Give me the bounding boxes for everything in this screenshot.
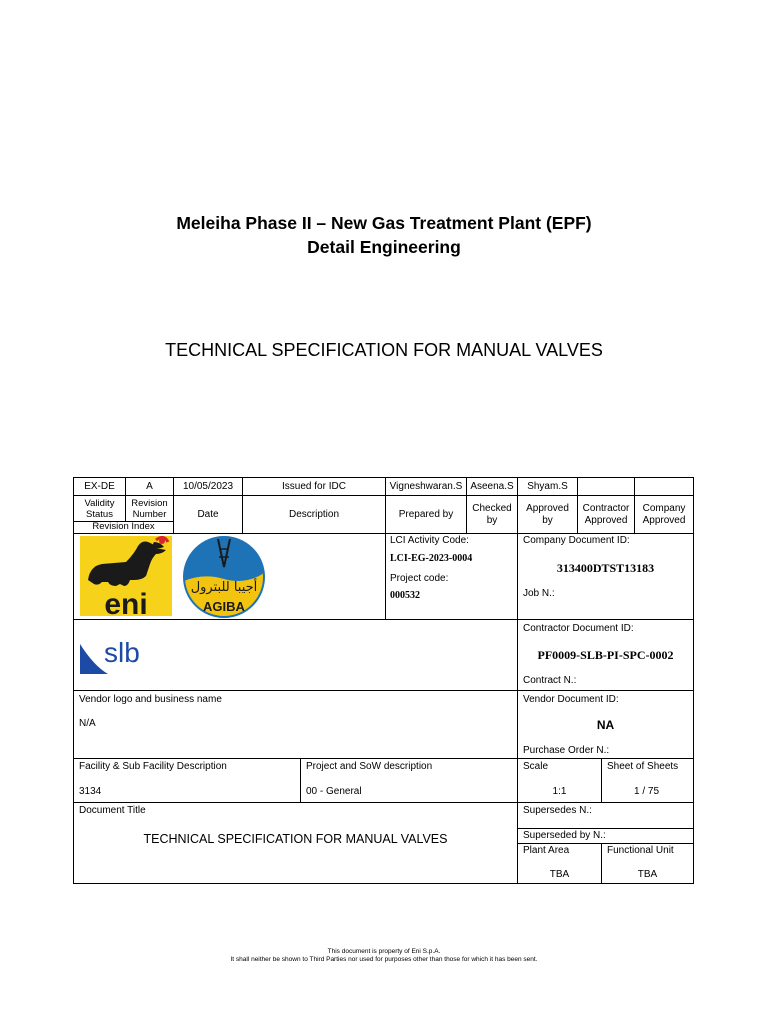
contractor-approved-label: Contractor Approved — [582, 503, 630, 526]
document-title-value: TECHNICAL SPECIFICATION FOR MANUAL VALVES — [143, 832, 448, 846]
sow-value: 00 - General — [306, 786, 362, 797]
superseded-by-label: Superseded by N.: — [523, 830, 606, 841]
vendor-document-id-label: Vendor Document ID: — [523, 694, 619, 705]
purchase-order-label: Purchase Order N.: — [523, 745, 610, 756]
contract-number-label: Contract N.: — [523, 675, 577, 686]
functional-unit-value: TBA — [637, 869, 658, 880]
project-subtitle: Detail Engineering — [307, 237, 461, 257]
vendor-logo-label: Vendor logo and business name — [79, 694, 222, 705]
vendor-document-id-value: NA — [596, 718, 615, 732]
document-subject: TECHNICAL SPECIFICATION FOR MANUAL VALVES — [165, 340, 603, 360]
supersedes-label: Supersedes N.: — [523, 805, 592, 816]
company-approved-cell — [634, 477, 694, 496]
contractor-document-id-label: Contractor Document ID: — [523, 623, 634, 634]
validity-status-label: Validity Status — [84, 498, 115, 520]
sow-label: Project and SoW description — [306, 761, 433, 772]
functional-unit-label: Functional Unit — [607, 845, 674, 856]
revision-number-value: A — [146, 481, 153, 492]
description-value: Issued for IDC — [282, 481, 346, 492]
document-title-label: Document Title — [79, 805, 146, 816]
project-code-label: Project code: — [390, 573, 449, 584]
eni-wordmark: eni — [104, 588, 148, 616]
checked-by-label: Checked by — [472, 503, 512, 526]
plant-area-label: Plant Area — [523, 845, 570, 856]
agiba-logo — [176, 535, 272, 619]
vendor-logo-value: N/A — [79, 718, 96, 729]
company-document-id-value: 313400DTST13183 — [556, 561, 655, 575]
footer-confidentiality-notice: It shall neither be shown to Third Parties nor used for purposes other than those for which it has been sent. — [230, 956, 538, 963]
lci-activity-code-label: LCI Activity Code: — [390, 535, 469, 546]
prepared-by-label: Prepared by — [398, 509, 454, 520]
approved-by-value: Shyam.S — [527, 481, 568, 492]
facility-value: 3134 — [79, 786, 102, 797]
plant-area-value: TBA — [549, 869, 570, 880]
project-title: Meleiha Phase II – New Gas Treatment Plant (EPF) — [176, 213, 592, 233]
company-document-id-label: Company Document ID: — [523, 535, 630, 546]
sheet-value: 1 / 75 — [634, 786, 660, 797]
scale-label: Scale — [523, 761, 549, 772]
sheet-label: Sheet of Sheets — [607, 761, 679, 772]
revision-index-label: Revision Index — [92, 521, 155, 532]
approved-by-label: Approved by — [526, 503, 569, 526]
contractor-document-id-value: PF0009-SLB-PI-SPC-0002 — [537, 648, 674, 662]
facility-label: Facility & Sub Facility Description — [79, 761, 227, 772]
contractor-approved-cell — [577, 477, 635, 496]
company-approved-label: Company Approved — [642, 503, 686, 526]
date-value: 10/05/2023 — [182, 481, 234, 492]
footer-property-notice: This document is property of Eni S.p.A. — [327, 948, 441, 955]
agiba-wordmark: AGIBA — [203, 599, 245, 614]
revision-number-label: Revision Number — [131, 498, 168, 520]
project-code-value: 000532 — [390, 590, 420, 601]
eni-logo — [80, 536, 172, 616]
slb-logo — [78, 634, 158, 678]
date-label: Date — [197, 509, 219, 520]
prepared-by-value: Vigneshwaran.S — [389, 481, 463, 492]
checked-by-value: Aseena.S — [470, 481, 514, 492]
lci-activity-code-value: LCI-EG-2023-0004 — [390, 553, 473, 564]
description-label: Description — [288, 509, 340, 520]
validity-status-value: EX-DE — [84, 481, 115, 492]
scale-value: 1:1 — [552, 786, 567, 797]
agiba-arabic-text: أجيبا للبترول — [190, 580, 258, 595]
job-number-label: Job N.: — [523, 588, 555, 599]
slb-wordmark: slb — [104, 637, 140, 668]
